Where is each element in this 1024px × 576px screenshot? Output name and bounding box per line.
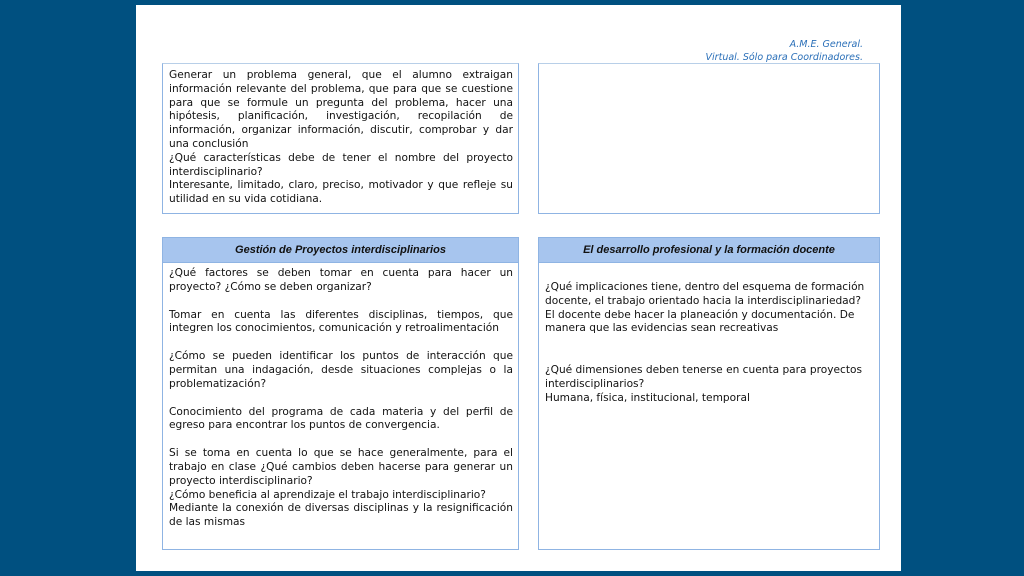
desarrollo-answer-1: El docente debe hacer la planeación y documentación. De manera que las evidencias sean recreativas <box>545 308 855 335</box>
top-left-answer: Interesante, limitado, claro, preciso, motivador y que refleje su utilidad en su vida cotidiana. <box>169 179 513 206</box>
gestion-question-1: ¿Qué factores se deben tomar en cuenta para hacer un proyecto? ¿Cómo se deben organizar? <box>169 267 513 293</box>
gestion-panel-title: Gestión de Proyectos interdisciplinarios <box>163 238 518 263</box>
desarrollo-panel-title: El desarrollo profesional y la formación docente <box>539 238 879 263</box>
top-left-box <box>162 63 519 214</box>
top-left-content <box>163 64 518 207</box>
desarrollo-panel-content <box>539 263 879 406</box>
header-line-2: Virtual. Sólo para Coordinadores. <box>705 52 863 63</box>
header-line-1: A.M.E. General. <box>789 39 863 50</box>
gestion-panel <box>162 237 519 550</box>
top-left-paragraph-1: Generar un problema general, que el alumno extraigan información relevante del problema, que para que se cuestione para que se formule un pregunta del problema, hacer una hipótesis, planificación, investigación, recopilación de información, organizar información, discutir, comprobar y dar una conclusión <box>169 69 513 150</box>
gestion-question-4: ¿Cómo beneficia al aprendizaje el trabajo interdisciplinario? <box>169 488 486 501</box>
gestion-answer-1: Tomar en cuenta las diferentes disciplinas, tiempos, que integren los conocimientos, comunicación y retroalimentación <box>169 308 513 335</box>
document-header <box>706 38 863 64</box>
top-left-question: ¿Qué características debe de tener el nombre del proyecto interdisciplinario? <box>169 151 513 178</box>
desarrollo-question-1: ¿Qué implicaciones tiene, dentro del esquema de formación docente, el trabajo orientado hacia la interdisciplinariedad? <box>545 281 865 307</box>
desarrollo-panel <box>538 237 880 550</box>
gestion-panel-content <box>163 263 518 530</box>
document-page <box>136 5 901 571</box>
desarrollo-question-2: ¿Qué dimensiones deben tenerse en cuenta para proyectos interdisciplinarios? <box>545 364 862 390</box>
desarrollo-answer-2: Humana, física, institucional, temporal <box>545 391 750 404</box>
gestion-answer-4: Mediante la conexión de diversas disciplinas y la resignificación de las mismas <box>169 502 513 529</box>
gestion-answer-2: Conocimiento del programa de cada materia y del perfil de egreso para encontrar los puntos de convergencia. <box>169 405 513 432</box>
top-right-box <box>538 63 880 214</box>
gestion-question-2: ¿Cómo se pueden identificar los puntos de interacción que permitan una indagación, desde situaciones complejas o la problematización? <box>169 350 513 390</box>
gestion-question-3: Si se toma en cuenta lo que se hace generalmente, para el trabajo en clase ¿Qué cambios deben hacerse para generar un proyecto interdisciplinario? <box>169 447 513 487</box>
